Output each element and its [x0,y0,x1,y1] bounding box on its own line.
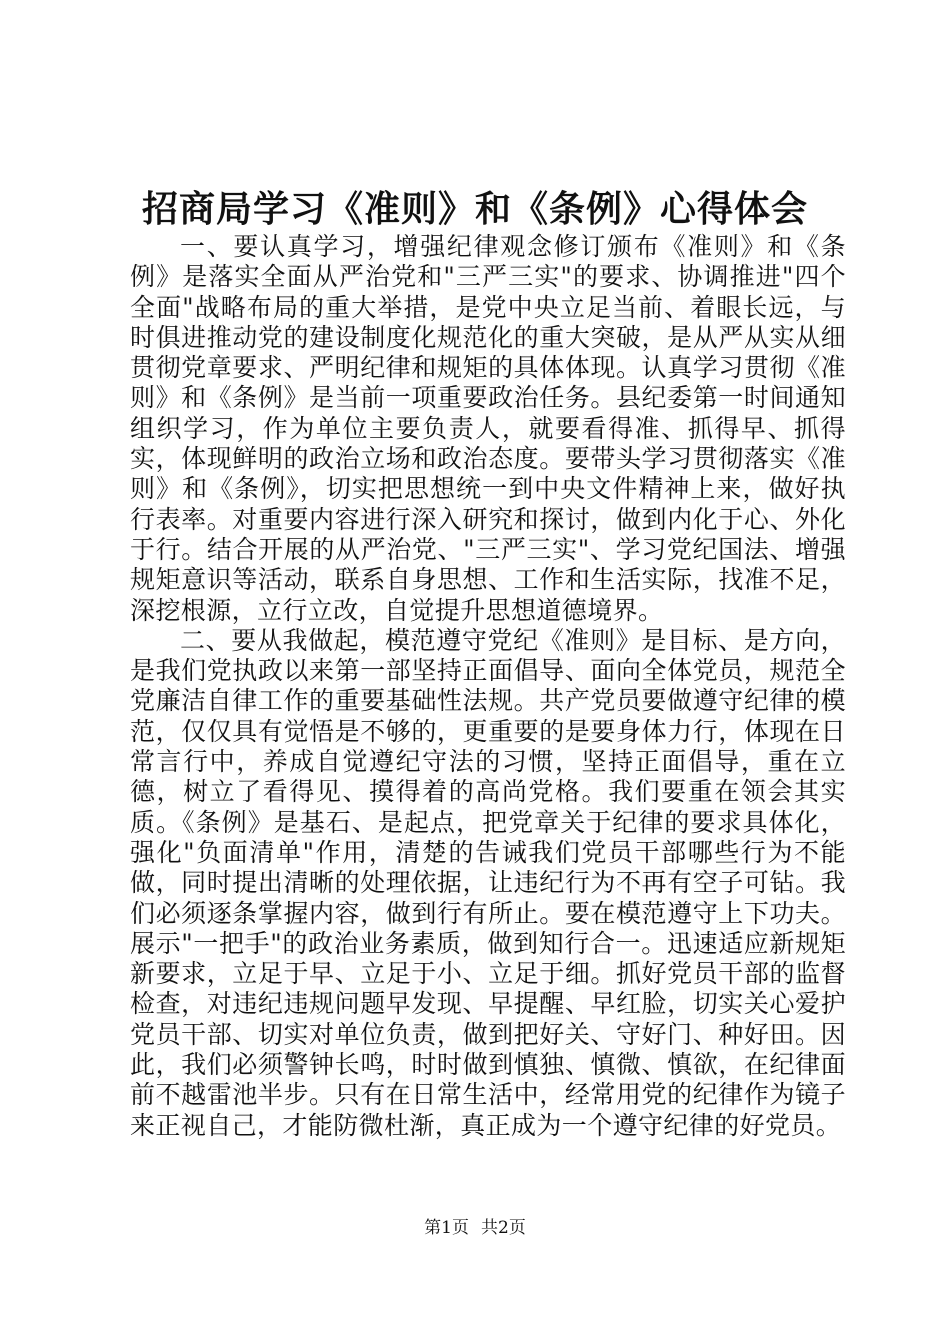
page-number: 第1页 [424,1218,469,1238]
page-footer [0,1216,950,1240]
document-title: 招商局学习《准则》和《条例》心得体会 [141,188,808,230]
page-total: 共2页 [481,1218,526,1238]
paragraph-1: 一、要认真学习，增强纪律观念修订颁布《准则》和《条例》是落实全面从严治党和"三严三实"的要求、协调推进"四个全面"战略布局的重大举措，是党中央立足当前、着眼长远，与时俱进推动党的建设制度化规范化的重大突破，是从严从实从细贯彻党章要求、严明纪律和规矩的具体体现。认真学习贯彻《准则》和《条例》是当前一项重要政治任务。县纪委第一时间通知组织学习，作为单位主要负责人，就要看得准、抓得早、抓得实，体现鲜明的政治立场和政治态度。要带头学习贯彻落实《准则》和《条例》，切实把思想统一到中央文件精神上来，做好执行表率。对重要内容进行深入研究和探讨，做到内化于心、外化于行。结合开展的从严治党、"三严三实"、学习党纪国法、增强规矩意识等活动，联系自身思想、工作和生活实际，找准不足，深挖根源，立行立改，自觉提升思想道德境界。 [130,232,846,625]
document-body [130,232,846,1141]
paragraph-2: 二、要从我做起，模范遵守党纪《准则》是目标、是方向，是我们党执政以来第一部坚持正面倡导、面向全体党员，规范全党廉洁自律工作的重要基础性法规。共产党员要做遵守纪律的模范，仅仅具有觉悟是不够的，更重要的是要身体力行，体现在日常言行中，养成自觉遵纪守法的习惯，坚持正面倡导，重在立德，树立了看得见、摸得着的高尚党格。我们要重在领会其实质。《条例》是基石、是起点，把党章关于纪律的要求具体化，强化"负面清单"作用，清楚的告诫我们党员干部哪些行为不能做，同时提出清晰的处理依据，让违纪行为不再有空子可钻。我们必须逐条掌握内容，做到行有所止。要在模范遵守上下功夫。展示"一把手"的政治业务素质，做到知行合一。迅速适应新规矩新要求，立足于早、立足于小、立足于细。抓好党员干部的监督检查，对违纪违规问题早发现、早提醒、早红脸，切实关心爱护党员干部、切实对单位负责，做到把好关、守好门、种好田。因此，我们必须警钟长鸣，时时做到慎独、慎微、慎欲，在纪律面前不越雷池半步。只有在日常生活中，经常用党的纪律作为镜子来正视自己，才能防微杜渐，真正成为一个遵守纪律的好党员。 [130,625,846,1140]
